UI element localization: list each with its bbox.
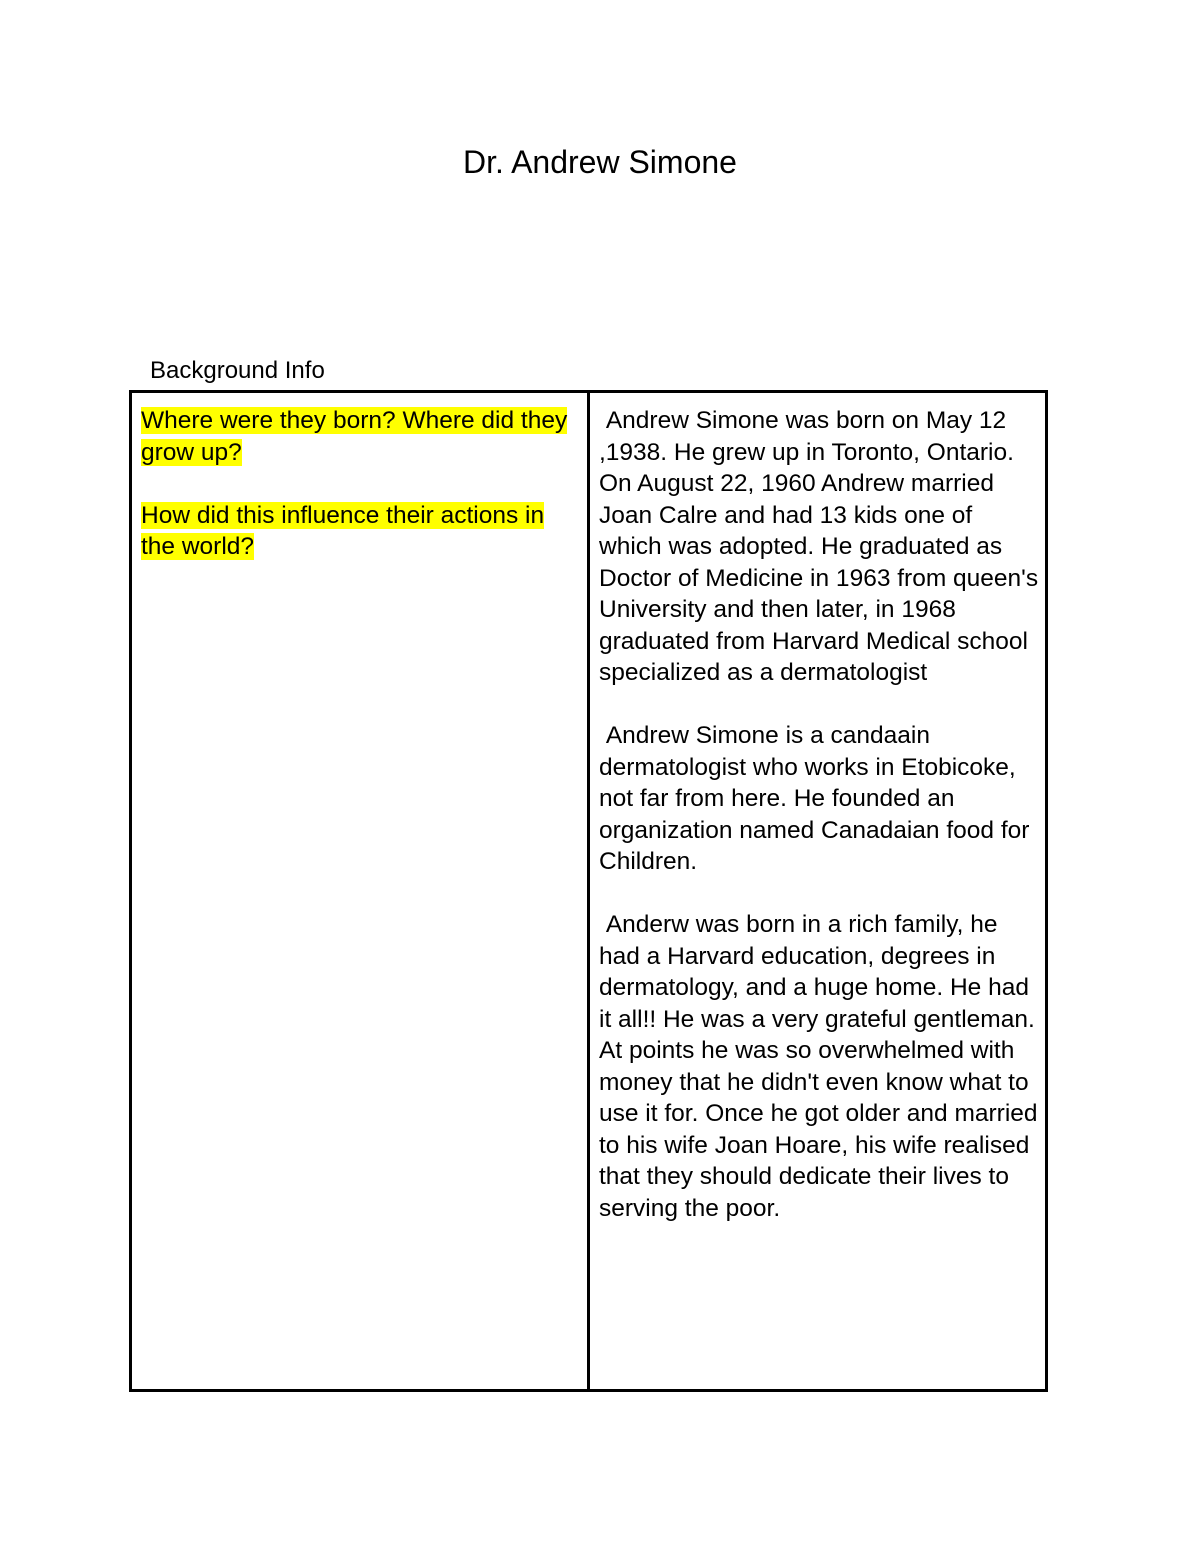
answer-text: Anderw was born in a rich family, he had a Harvard education, degrees in dermatology, and a huge home. He had it all!! He was a very grateful gentleman. At points he was so overwhelmed with money that he didn't even know what to use it for. Once he got older and married to his wife Joan Hoare, his wife realised that they should dedicate their lives to serving the poor. [599,911,1038,1222]
answer-paragraph-2 [599,720,1041,878]
question-paragraph [141,500,579,563]
answer-paragraph-3 [599,909,1041,1224]
background-info-table [129,390,1048,1392]
answer-text: Andrew Simone is a candaain dermatologist who works in Etobicoke, not far from here. He founded an organization named Canadaian food for Children. [599,722,1030,875]
question-influence: How did this influence their actions in the world? [141,501,545,560]
answer-paragraph-1 [599,405,1041,689]
questions-cell [132,393,590,1389]
answer-text: Andrew Simone was born on May 12 ,1938. He grew up in Toronto, Ontario. On August 22, 1960 Andrew married Joan Calre and had 13 kids one of which was adopted. He graduated as Doctor of Medicine in 1963 from queen's University and then later, in 1968 graduated from Harvard Medical school specialized as a dermatologist [599,407,1039,686]
question-paragraph [141,405,579,468]
answers-cell [590,393,1045,1389]
section-label: Background Info [150,357,325,384]
paragraph-gap [599,878,1041,910]
paragraph-gap [599,689,1041,721]
paragraph-gap [141,468,579,500]
question-born: Where were they born? Where did they grow up? [141,407,568,466]
page-title: Dr. Andrew Simone [463,144,737,180]
